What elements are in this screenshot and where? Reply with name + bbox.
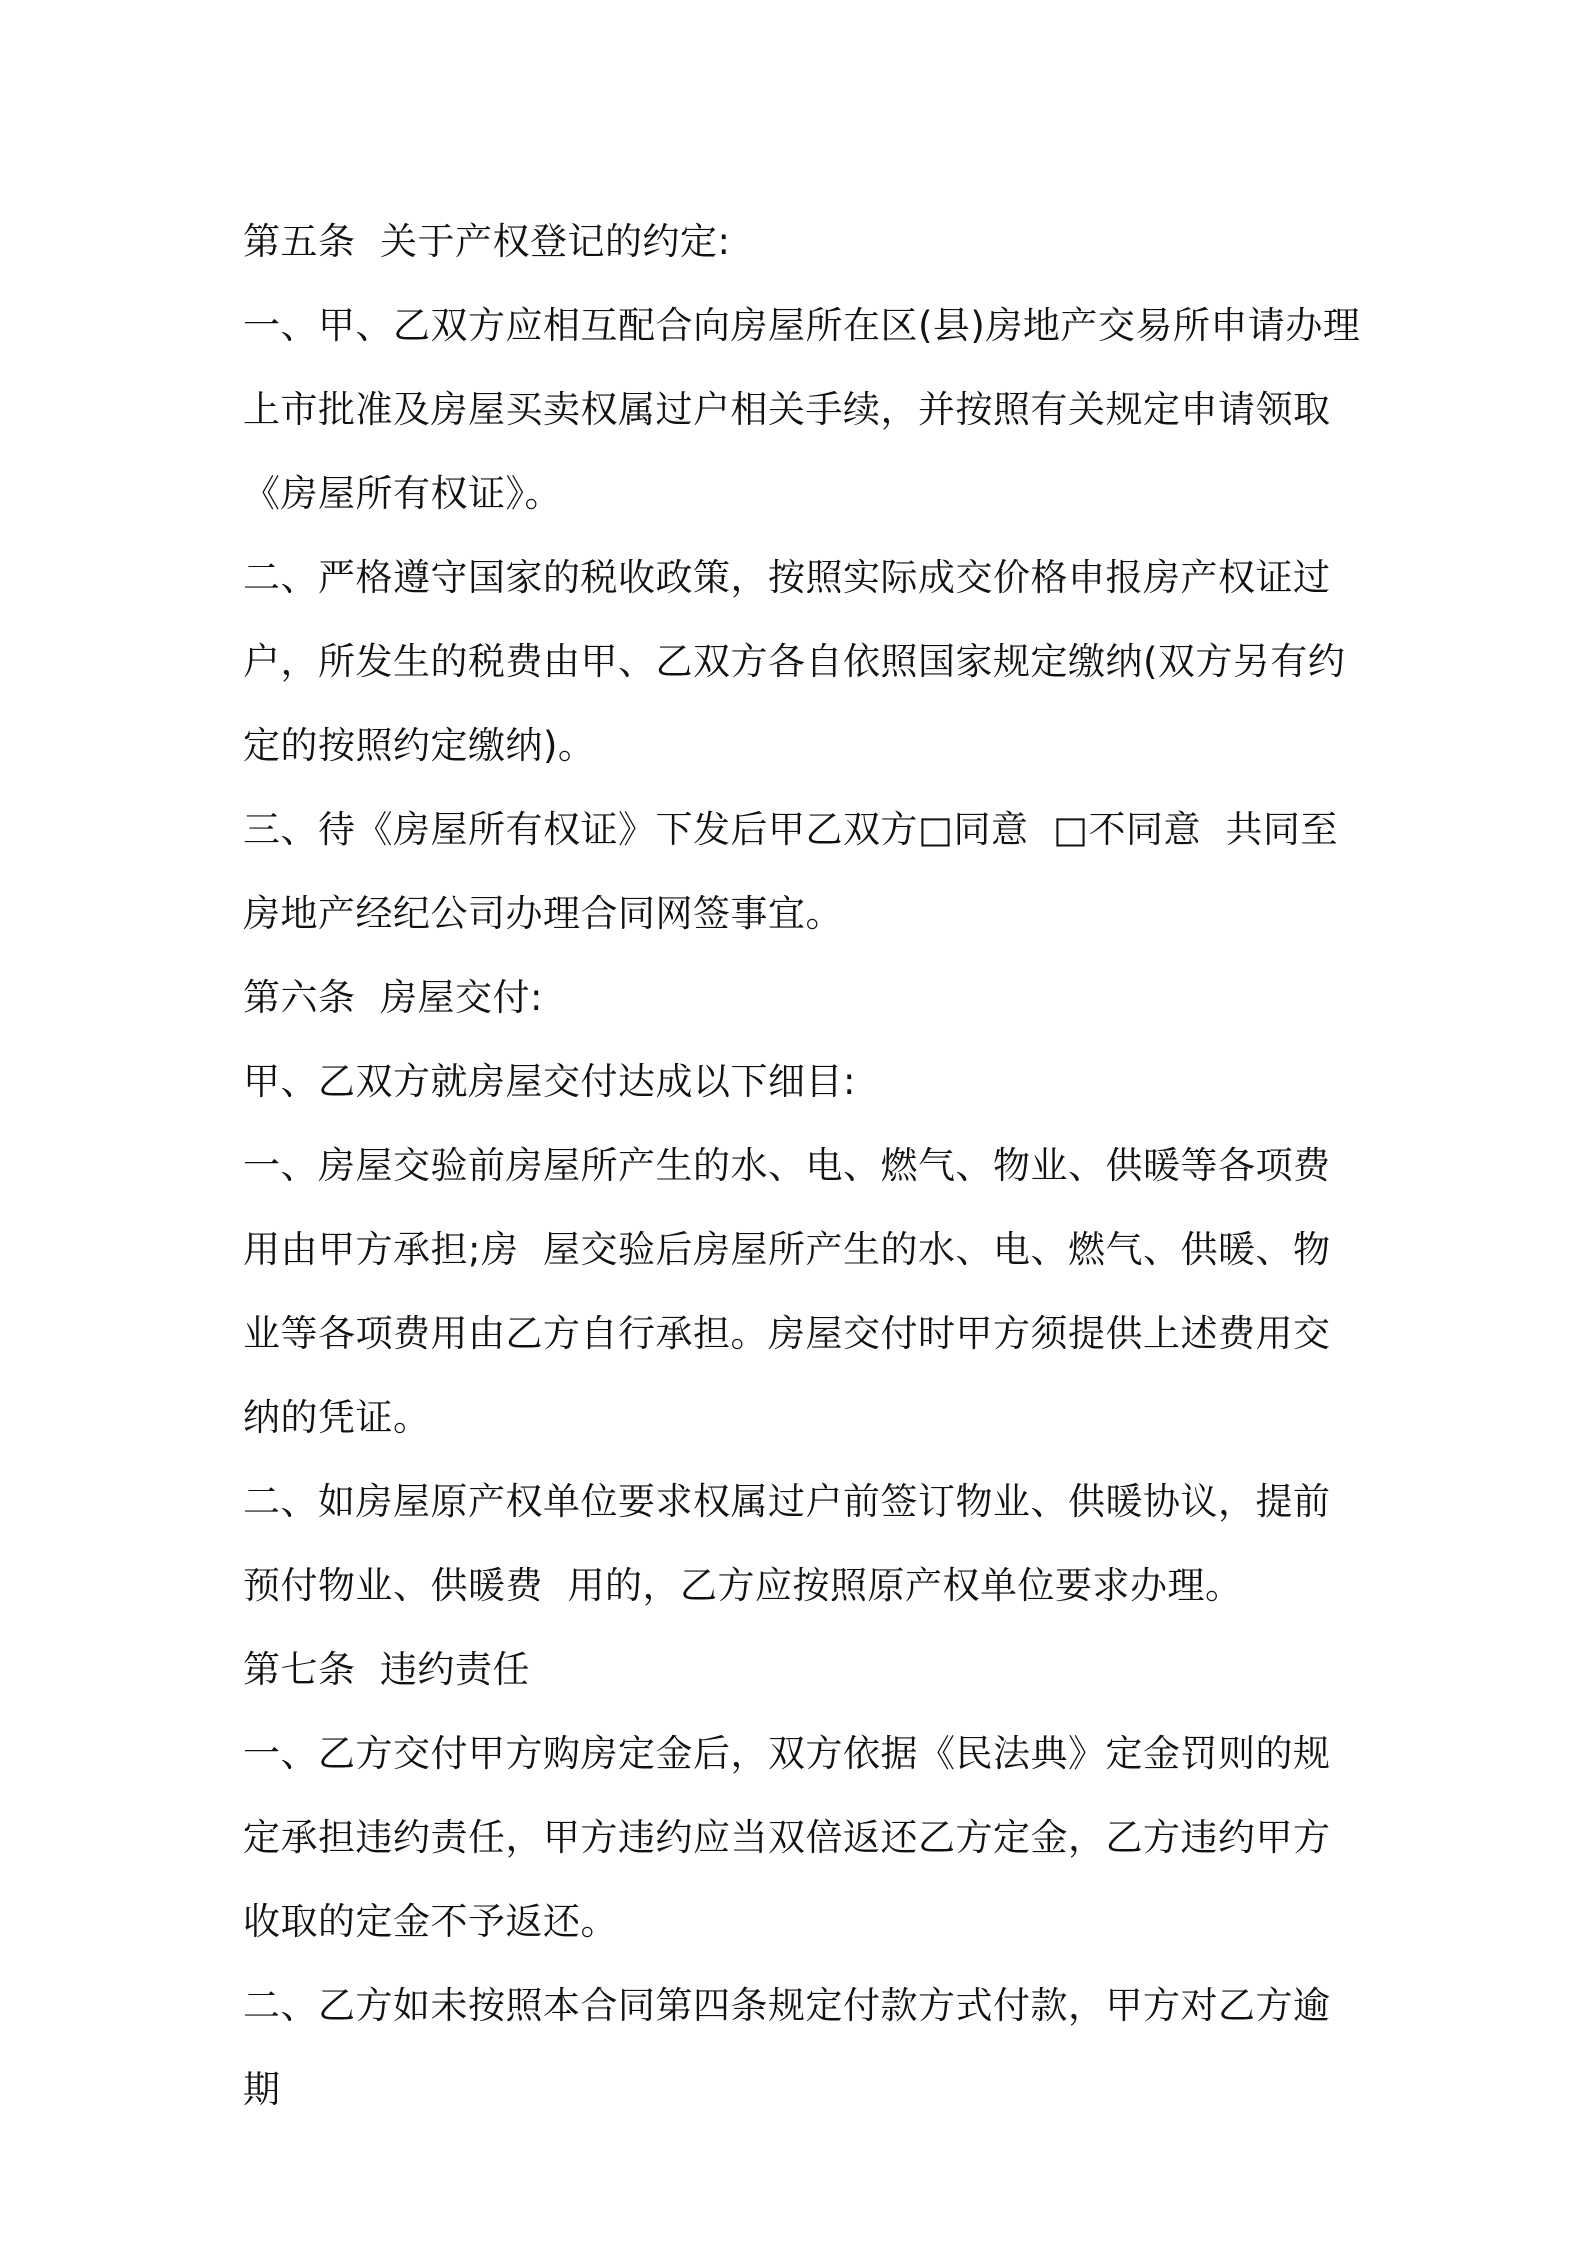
article-5-clause-3: 三、待《房屋所有权证》下发后甲乙双方□同意 □不同意 共同至房地产经纪公司办理合同网签事宜。 bbox=[243, 808, 1338, 935]
article-5-clause-2: 二、严格遵守国家的税收政策，按照实际成交价格申报房产权证过户，所发生的税费由甲、乙双方各自依照国家规定缴纳(双方另有约定的按照约定缴纳)。 bbox=[243, 556, 1346, 767]
article-5-heading: 第五条 关于产权登记的约定: bbox=[243, 220, 731, 263]
article-7-heading: 第七条 违约责任 bbox=[243, 1648, 531, 1691]
article-7-clause-1: 一、乙方交付甲方购房定金后，双方依据《民法典》定金罚则的规定承担违约责任，甲方违约应当双倍返还乙方定金，乙方违约甲方收取的定金不予返还。 bbox=[243, 1732, 1331, 1943]
article-6-heading: 第六条 房屋交付: bbox=[243, 976, 543, 1019]
article-6-clause-1: 一、房屋交验前房屋所产生的水、电、燃气、物业、供暖等各项费用由甲方承担;房 屋交验后房屋所产生的水、电、燃气、供暖、物业等各项费用由乙方自行承担。房屋交付时甲方须提供上述费用交纳的凭证。 bbox=[243, 1144, 1331, 1439]
article-5-clause-1: 一、甲、乙双方应相互配合向房屋所在区(县)房地产交易所申请办理上市批准及房屋买卖权属过户相关手续，并按照有关规定申请领取《房屋所有权证》。 bbox=[243, 304, 1361, 515]
article-6-intro: 甲、乙双方就房屋交付达成以下细目: bbox=[243, 1060, 856, 1103]
contract-text bbox=[243, 200, 1363, 2132]
article-7-clause-2: 二、乙方如未按照本合同第四条规定付款方式付款，甲方对乙方逾期 bbox=[243, 1984, 1331, 2111]
article-6-clause-2: 二、如房屋原产权单位要求权属过户前签订物业、供暖协议，提前预付物业、供暖费 用的，乙方应按照原产权单位要求办理。 bbox=[243, 1480, 1331, 1607]
